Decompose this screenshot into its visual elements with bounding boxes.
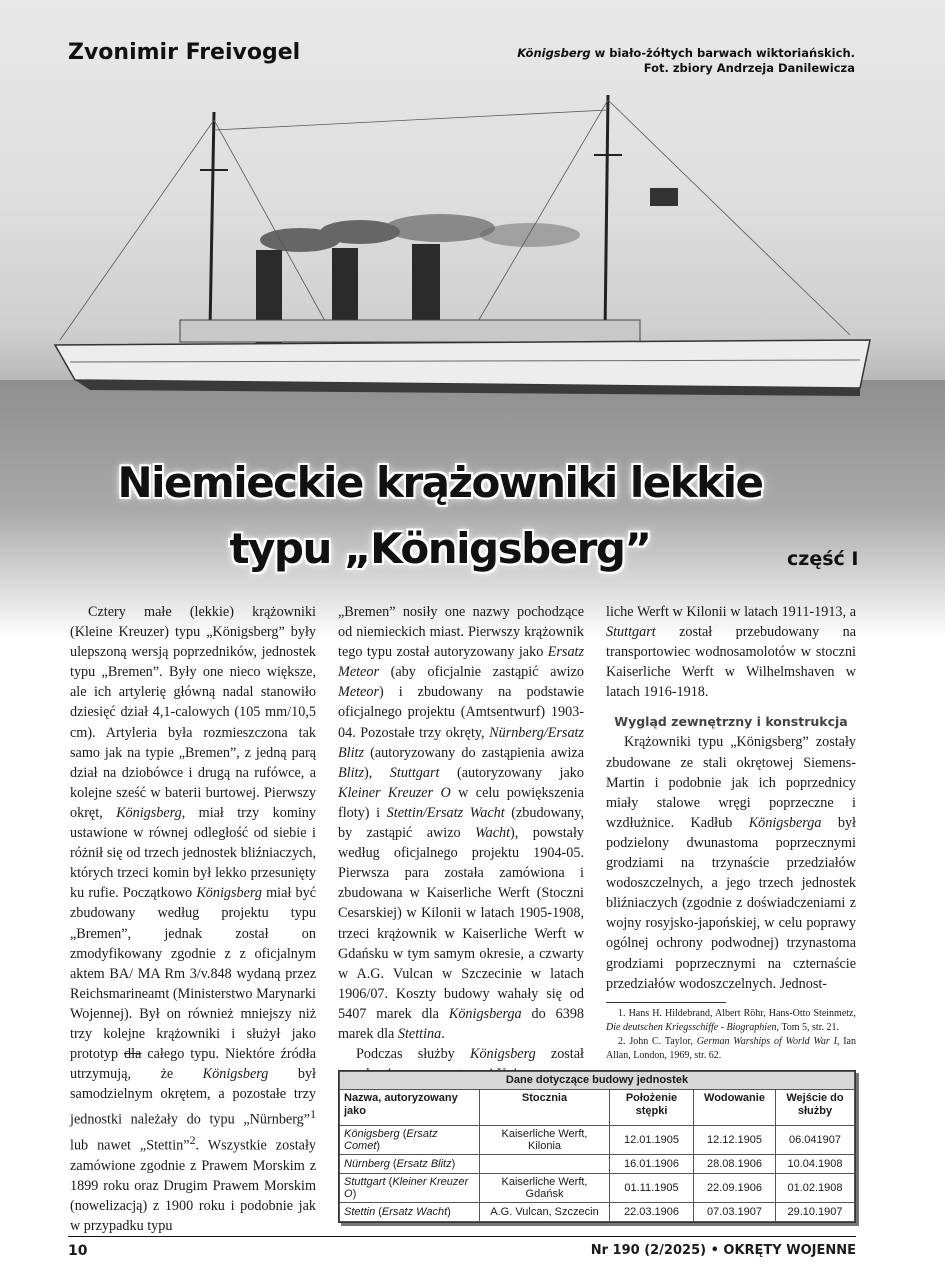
caption-line1: w biało-żółtych barwach wiktoriańskich. bbox=[590, 46, 855, 60]
table-header: Nazwa, autoryzowany jako bbox=[340, 1090, 480, 1126]
article-part: część I bbox=[787, 548, 859, 570]
paragraph: Cztery małe (lekkie) krążowniki (Kleine Kreuzer) typu „Königsberg” były ulepszoną wersją poprzedników, jednostek typu „Bremen”. Były one nieco większe, ale ich artylerię główną nadal stanowiło dziesięć dział 4,1-calowych (105 mm/10,5 cm). Artyleria była rozmieszczona tak samo jak na typie „Bremen”, z jedną parą dział na dziobówce i drugą na rufówce, a kolejne sześć w baterii burtowej. Pierwszy okręt, Königsberg, miał trzy kominy ustawione w równej odległość od siebie i różnił się od trzech jednostek bliźniaczych, których trzeci komin był lekko przesunięty ku rufie. Początkowo Königsberg miał być zbudowany według projektu typu „Bremen”, jednak został on zmodyfikowany zgodnie z z oficjalnym aktem BA/ MA Rm 3/v.848 wydaną przez Reichsmarineamt (Ministerstwo Marynarki Wojennej). Był on również mniejszy niż trzy kolejne krążowniki i służył jako prototyp dla całego typu. Niektóre źródła utrzymują, że Königsberg był samodzielnym okrętem, a pozostałe trzy jednostki należały do typu „Nürnberg”$^1$ lub nawet „Stettin”$^2$. Wszystkie zostały zamówione zgodnie z Prawem Morskim z 1899 roku oraz Drugim Prawem Morskim (nowelizacją) z 1900 roku i podobnie jak w przypadku typu bbox=[70, 604, 317, 1235]
table-cell: 22.09.1906 bbox=[694, 1174, 776, 1203]
magazine-issue: Nr 190 (2/2025) • OKRĘTY WOJENNE bbox=[590, 1243, 856, 1258]
table-cell: 22.03.1906 bbox=[610, 1203, 694, 1222]
table-row bbox=[340, 1203, 855, 1222]
footnote-ref: 2 bbox=[189, 1133, 196, 1148]
table-cell: 12.12.1905 bbox=[694, 1126, 776, 1155]
paragraph: Krążowniki typu „Königsberg” zostały zbudowane ze stali okrętowej Siemens-Martin i podobnie jak ich poprzednicy miały stalowe wręgi poprzeczne i wzdłużnice. Kadłub Königsberga był podzielony dwunastoma poprzecznymi grodziami na trzynaście przedziałów wodoszczelnych, a jego trzech jednostek bliźniaczych (zgodnie z doświadczeniami z wojny rosyjsko-japońskiej, w celu poprawy ogólnej ochrony podwodnej) trzynastoma grodziami poprzecznymi na czternaście przedziałów wodoszczelnych. Jednost- bbox=[606, 734, 856, 992]
article-title-line2: typu „Königsberg” bbox=[229, 524, 651, 573]
caption-ship-name: Königsberg bbox=[517, 46, 591, 60]
footnote-divider bbox=[606, 1002, 726, 1003]
construction-data-table bbox=[338, 1070, 856, 1223]
text-column-3 bbox=[606, 602, 856, 1063]
table-row bbox=[340, 1174, 855, 1203]
footnote-1: 1. Hans H. Hildebrand, Albert Röhr, Hans-Otto Steinmetz, Die deutschen Kriegsschiffe - Biographien, Tom 5, str. 21. bbox=[606, 1007, 856, 1033]
table-cell: Kaiserliche Werft, Kilonia bbox=[480, 1126, 610, 1155]
footer-rule bbox=[68, 1236, 856, 1237]
table-cell: Nürnberg (Ersatz Blitz) bbox=[340, 1155, 480, 1174]
paragraph: liche Werft w Kilonii w latach 1911-1913, a Stuttgart został przebudowany na transportowiec wodnosamolotów w stoczni Kaiserliche Werft w Wilhelmshaven w latach 1916-1918. bbox=[606, 604, 856, 701]
section-heading: Wygląd zewnętrzny i konstrukcja bbox=[614, 714, 848, 730]
table-cell: 06.041907 bbox=[776, 1126, 855, 1155]
flag bbox=[650, 188, 678, 206]
table-row bbox=[340, 1155, 855, 1174]
table-caption: Dane dotyczące budowy jednostek bbox=[340, 1072, 855, 1090]
table-cell bbox=[480, 1155, 610, 1174]
table-row bbox=[340, 1126, 855, 1155]
table-cell: Stettin (Ersatz Wacht) bbox=[340, 1203, 480, 1222]
paragraph: Podczas służby Königsberg został bbox=[356, 1046, 584, 1063]
superstructure bbox=[180, 320, 640, 342]
table-cell: 01.02.1908 bbox=[776, 1174, 855, 1203]
table-header: Stocznia bbox=[480, 1090, 610, 1126]
table-cell: 10.04.1908 bbox=[776, 1155, 855, 1174]
article-title-line1: Niemieckie krążowniki lekkie bbox=[117, 458, 763, 507]
table-cell: A.G. Vulcan, Szczecin bbox=[480, 1203, 610, 1222]
table-cell: 12.01.1905 bbox=[610, 1126, 694, 1155]
footnote-2: 2. John C. Taylor, German Warships of World War I, Ian Allan, London, 1969, str. 62. bbox=[606, 1035, 856, 1061]
table-cell: 29.10.1907 bbox=[776, 1203, 855, 1222]
table-cell: 01.11.1905 bbox=[610, 1174, 694, 1203]
table-cell: Königsberg (Ersatz Comet) bbox=[340, 1126, 480, 1155]
caption-line2: Fot. zbiory Andrzeja Danilewicza bbox=[643, 61, 855, 75]
author-name: Zvonimir Freivogel bbox=[68, 40, 301, 65]
hull bbox=[55, 340, 870, 388]
page-number: 10 bbox=[68, 1243, 88, 1259]
photo-caption bbox=[517, 46, 855, 76]
sea bbox=[0, 380, 945, 640]
table-header: Wodowanie bbox=[694, 1090, 776, 1126]
text-column-1 bbox=[70, 602, 316, 1236]
table-header: Położenie stępki bbox=[610, 1090, 694, 1126]
table-cell: 07.03.1907 bbox=[694, 1203, 776, 1222]
table-cell: 28.08.1906 bbox=[694, 1155, 776, 1174]
text-column-2 bbox=[338, 602, 584, 1084]
paragraph: „Bremen” nosiły one nazwy pochodzące od niemieckich miast. Pierwszy krążownik tego typu został autoryzowany jako Ersatz Meteor (aby oficjalnie zastąpić awizo Meteor) i zbudowany na podstawie oficjalnego projektu (Amtsentwurf) 1903-04. Pozostałe trzy okręty, Nürnberg/Ersatz Blitz (autoryzowany do zastąpienia awiza Blitz), Stuttgart (autoryzowany jako Kleiner Kreuzer O w celu powiększenia floty) i Stettin/Ersatz Wacht (zbudowany, by zastąpić awizo Wacht), powstały według oficjalnego projektu 1904-05. Pierwsza para została zamówiona i zbudowana w Kaiserliche Werft (Stoczni Cesarskiej) w Kilonii w latach 1905-1908, trzeci krążownik w Kaiserliche Werft w Gdańsku w tym samym okresie, a czwarty w A.G. Vulcan w Szczecinie w latach 1906/07. Koszty budowy wahały się od 5407 marek dla Königsberga do 6398 marek dla Stettina. bbox=[338, 604, 585, 1042]
table-cell: Kaiserliche Werft, Gdańsk bbox=[480, 1174, 610, 1203]
footnotes bbox=[606, 1007, 856, 1063]
table-cell: 16.01.1906 bbox=[610, 1155, 694, 1174]
table-header: Wejście do służby bbox=[776, 1090, 855, 1126]
table-cell: Stuttgart (Kleiner Kreuzer O) bbox=[340, 1174, 480, 1203]
footnote-ref: 1 bbox=[310, 1107, 316, 1122]
